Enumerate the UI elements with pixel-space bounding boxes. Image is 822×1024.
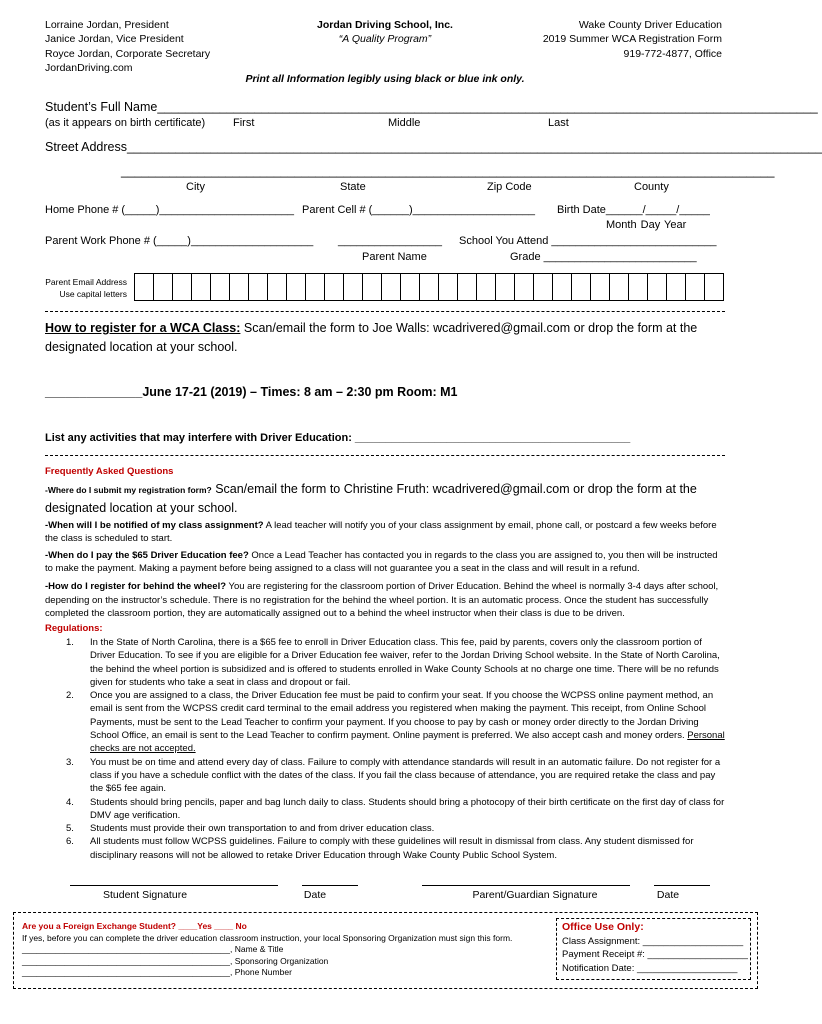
register-text: Scan/email the form to Joe Walls: wcadrivered@gmail.com or drop the form at the designated location at your school. [45,321,698,354]
parent-signature-line[interactable] [422,885,630,886]
regulation-text: All students must follow WCPSS guidelines. Failure to comply with these guidelines will result in dismissal from class. Any student dismissed for disciplinary reasons will not be allowed to retake Driver Education through Wake County Public School System. [90,836,694,861]
student-date-line[interactable] [302,885,358,886]
student-date-label: Date [303,889,327,901]
grade-field[interactable]: Grade _________________________ [510,251,697,263]
email-letter-box[interactable] [249,273,268,301]
section-divider [45,311,725,312]
faq-q3 [45,549,727,575]
sponsor-org-line[interactable]: ____________________________________________, Sponsoring Organization [22,955,329,966]
email-letter-box[interactable] [705,273,724,301]
sponsor-phone-line[interactable]: ____________________________________________, Phone Number [22,967,292,977]
email-letter-box[interactable] [629,273,648,301]
ink-instruction: Print all Information legibly using black or blue ink only. [245,73,525,85]
email-letter-box[interactable] [553,273,572,301]
faq-q2-question: -When will I be notified of my class assignment? [45,520,264,531]
sponsor-name-line[interactable]: ____________________________________________, Name & Title [22,944,284,954]
student-signature-line[interactable] [70,885,278,886]
regulation-text: You must be on time and attend every day of class. Failure to comply with attendance standards will result in an automatic failure. Do not register for a class if you have a schedule conflict with the dates of the class. If you fail the class because of attendance, you are required retake the class and pay the $65 fee again. [90,756,721,795]
parent-work-phone-field[interactable]: Parent Work Phone # (_____)____________________ [45,235,314,247]
street-address-line2[interactable]: ______________________________________________________________________________________________ [121,164,775,178]
foreign-exchange-section [22,921,547,979]
regulation-item [44,835,726,862]
payment-receipt-field[interactable]: Payment Receipt #: ___________________ [562,949,748,960]
home-phone-field[interactable]: Home Phone # (_____)______________________ [45,204,294,216]
email-letter-box[interactable] [363,273,382,301]
email-letter-box[interactable] [686,273,705,301]
parent-cell-field[interactable]: Parent Cell # (______)____________________ [302,204,536,216]
email-letter-box[interactable] [230,273,249,301]
email-letter-box[interactable] [667,273,686,301]
email-letter-box[interactable] [287,273,306,301]
tagline: “A Quality Program” [338,33,432,46]
email-letter-box[interactable] [534,273,553,301]
email-letter-box[interactable] [458,273,477,301]
secretary-line: Royce Jordan, Corporate Secretary [45,47,211,60]
regulation-text: Students must provide their own transportation to and from driver education class. [90,823,435,835]
email-letter-box[interactable] [192,273,211,301]
activities-divider [45,455,725,456]
website-line: JordanDriving.com [45,61,133,74]
faq-q4 [45,580,727,621]
form-title: 2019 Summer WCA Registration Form [542,33,722,46]
email-label-line1: Parent Email Address [45,277,127,287]
email-letter-box[interactable] [439,273,458,301]
foreign-exchange-note: If yes, before you can complete the driver education classroom instruction, your local Sponsoring Organization must sign this form. [22,932,513,943]
regulation-checks-note: Personal checks are not accepted. [90,730,725,755]
parent-signature-label: Parent/Guardian Signature [472,889,598,901]
regulations-list [44,636,726,862]
regulation-number: 2. [66,690,74,702]
class-assignment-field[interactable]: Class Assignment: ___________________ [562,935,744,947]
street-address-field[interactable]: Street Address____________________________________________________________________________________________________ [45,140,822,154]
president-line: Lorraine Jordan, President [45,19,169,31]
faq-q3-question: -When do I pay the $65 Driver Education fee? [45,550,249,561]
email-letter-box[interactable] [344,273,363,301]
email-letter-box[interactable] [268,273,287,301]
activities-field[interactable]: List any activities that may interfere with Driver Education: _____________________________________________ [45,432,631,444]
email-letter-box[interactable] [477,273,496,301]
email-label-line2: Use capital letters [59,289,127,299]
regulation-item [44,796,726,823]
regulation-number: 4. [66,796,74,808]
regulation-item [44,636,726,689]
email-letter-box[interactable] [496,273,515,301]
zip-label: Zip Code [487,181,532,193]
regulation-item [44,756,726,796]
regulations-title: Regulations: [45,623,103,634]
email-letter-box[interactable] [154,273,173,301]
register-instructions [45,319,725,357]
header-left [45,18,210,75]
email-letter-box[interactable] [401,273,420,301]
email-letter-box[interactable] [591,273,610,301]
office-use-title: Office Use Only: [562,921,644,933]
email-label [20,276,127,300]
parent-name-field[interactable]: _________________ [338,235,443,247]
email-letter-box[interactable] [306,273,325,301]
first-label: First [233,117,255,129]
birth-date-labels: Month Day Year [606,219,687,231]
faq-q4-question: -How do I register for behind the wheel? [45,581,227,592]
email-letter-box[interactable] [135,273,154,301]
email-letter-box[interactable] [572,273,591,301]
faq-q3-answer: Once a Lead Teacher has contacted you in regards to the class you are assigned to, you then will be instructed to make the payment. Making a payment before being assigned to a class will not guarantee you a seat in the class and will result in a refund. [45,550,718,574]
faq-title: Frequently Asked Questions [45,466,174,477]
regulation-number: 5. [66,823,74,835]
regulation-number: 6. [66,836,74,848]
regulation-number: 1. [66,637,74,648]
email-letter-box[interactable] [420,273,439,301]
county-program: Wake County Driver Education [578,19,722,31]
school-name: Jordan Driving School, Inc. [317,19,453,31]
regulation-text: Students should bring pencils, paper and bag lunch daily to class. Students should bring a photocopy of their birth certificate on the first day of class for DMV age verification. [90,796,725,821]
city-label: City [186,181,205,193]
faq-q1-answer: Scan/email the form to Christine Fruth: wcadrivered@gmail.com or drop the form at the designated location at your school. [45,482,697,515]
notification-date-field[interactable]: Notification Date: ___________________ [562,962,738,974]
email-letter-box[interactable] [325,273,344,301]
faq-q2-answer: A lead teacher will notify you of your class assignment by email, phone call, or postcard a few weeks before the class is scheduled to start. [45,520,717,544]
foreign-exchange-question[interactable]: Are you a Foreign Exchange Student? ____Yes ____ No [22,921,247,931]
regulation-item [44,822,726,835]
middle-label: Middle [388,117,421,129]
regulation-text: In the State of North Carolina, there is a $65 fee to enroll in Driver Education class. This fee, paid by parents, covers only the classroom portion of Driver Education. To see if you are eligible for a Driver Education fee waiver, refer to the Jordan Driving School website. In the State of North Carolina, the behind the wheel portion is subsidized and is offered to students enrolled in Wake County Schools at no charge one time. There will be no refunds given for students who take a seat in class and dropout or fail. [90,637,720,688]
email-letter-box[interactable] [211,273,230,301]
faq-q1-question: -Where do I submit my registration form? [45,485,212,495]
vice-president-line: Janice Jordan, Vice President [45,33,184,46]
email-letter-box[interactable] [648,273,667,301]
parent-date-line[interactable] [654,885,710,886]
office-phone: 919-772-4877, Office [623,47,722,60]
email-letter-box[interactable] [515,273,534,301]
county-label: County [634,181,669,193]
header-right [470,18,722,61]
email-letter-grid[interactable] [134,273,724,301]
faq-q1 [45,480,725,517]
register-heading: How to register for a WCA Class: [45,321,241,335]
office-use-section [562,921,747,975]
regulation-text: Once you are assigned to a class, the Driver Education fee must be paid to confirm your seat. If you choose the WCPSS online payment method, an email is sent from the WCPSS credit card terminal to the email address you registered when making the payment. This receipt, from Online School Payments, must be sent to the Lead Teacher to confirm your payment. If you choose to pay by cash or money order directly to the Jordan Driving School Office, an email is sent to the Lead Teacher to confirm payment. Online payment is preferred. We also accept cash and money orders. [90,690,714,742]
faq-q2 [45,519,727,545]
last-label: Last [548,117,569,129]
parent-name-label: Parent Name [362,251,427,263]
faq-q4-answer: You are registering for the classroom portion of Driver Education. Behind the wheel is normally 3-4 days after school, depending on the instructor’s schedule. There is no registration for the behind the wheel portion. It is an automatic process. Once the student has successfully completed the classroom portion, they are automatically assigned out to a behind the wheel instructor when their class is due to be driven. [45,581,719,620]
email-letter-box[interactable] [173,273,192,301]
parent-date-label: Date [656,889,680,901]
regulation-item [44,689,726,755]
state-label: State [340,181,366,193]
email-letter-box[interactable] [610,273,629,301]
student-name-field[interactable]: Student’s Full Name_______________________________________________________________________________________________ [45,100,818,114]
email-letter-box[interactable] [382,273,401,301]
regulation-number: 3. [66,756,74,768]
school-attend-field[interactable]: School You Attend ___________________________ [459,235,717,247]
student-name-note: (as it appears on birth certificate) [45,117,206,129]
student-signature-label: Student Signature [102,889,188,901]
session-line[interactable]: ______________June 17-21 (2019) – Times: 8 am – 2:30 pm Room: M1 [45,385,458,399]
birth-date-field[interactable]: Birth Date______/_____/_____ [557,204,710,216]
